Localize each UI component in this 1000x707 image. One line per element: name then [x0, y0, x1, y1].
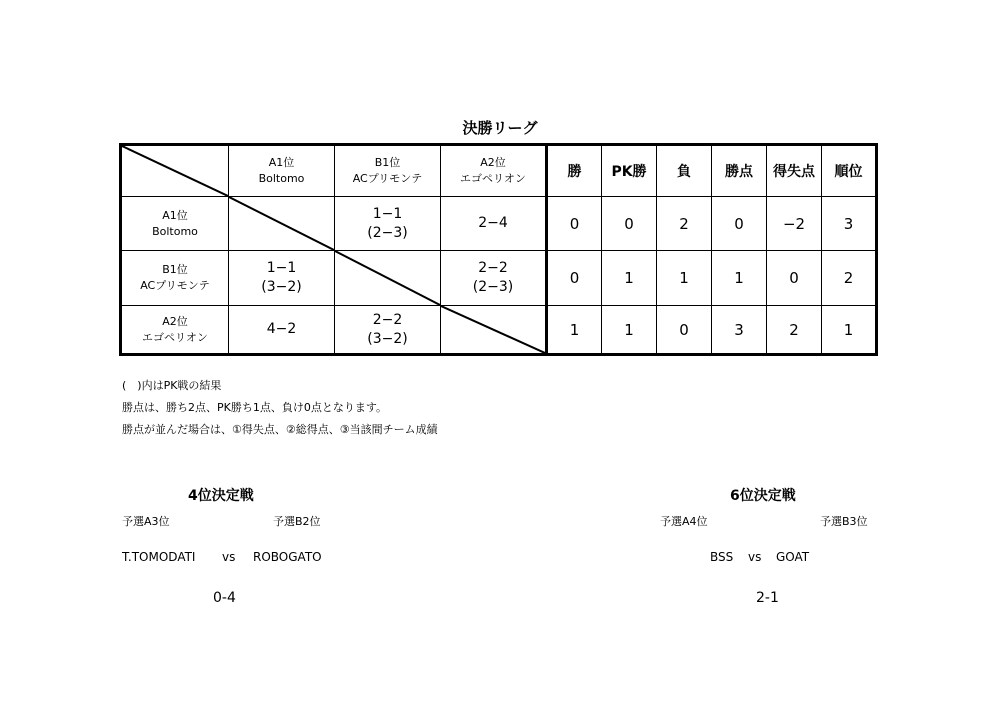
sixth-place-title: 6位決定戦 [730, 488, 796, 504]
stat-cell: 2 [657, 197, 712, 251]
score-cell: 2−4 [441, 197, 547, 251]
diagonal-cell [335, 251, 441, 306]
stat-cell: 2 [767, 306, 822, 355]
note-line: 勝点は、勝ち2点、PK勝ち1点、負け0点となります。 [122, 401, 387, 414]
note-line: 勝点が並んだ場合は、①得失点、②総得点、③当該間チーム成績 [122, 423, 438, 436]
stat-cell: 0 [657, 306, 712, 355]
fourth-left-seed: 予選A3位 [122, 515, 170, 528]
table-row [121, 306, 877, 355]
col-header-team: B1位 ACプリモンテ [335, 145, 441, 197]
fourth-team-right: ROBOGATO [253, 550, 322, 564]
sixth-right-seed: 予選B3位 [820, 515, 868, 528]
stat-header-wins: 勝 [547, 145, 602, 197]
diagonal-cell [441, 306, 547, 355]
stat-header-goal-diff: 得失点 [767, 145, 822, 197]
stat-cell: 0 [712, 197, 767, 251]
header-row [121, 145, 877, 197]
score-cell: 4−2 [229, 306, 335, 355]
sixth-score: 2-1 [756, 590, 779, 606]
note-line: ( )内はPK戦の結果 [122, 379, 222, 392]
diagonal-cell [229, 197, 335, 251]
stat-cell: 0 [602, 197, 657, 251]
league-table [119, 143, 878, 356]
stat-cell: 1 [712, 251, 767, 306]
stat-cell: 1 [547, 306, 602, 355]
stat-cell: −2 [767, 197, 822, 251]
score-cell: 2−2 (3−2) [335, 306, 441, 355]
stat-cell: 0 [547, 251, 602, 306]
stat-cell: 3 [712, 306, 767, 355]
stat-header-losses: 負 [657, 145, 712, 197]
row-header-team: B1位 ACプリモンテ [121, 251, 229, 306]
row-header-team: A1位 Boltomo [121, 197, 229, 251]
sixth-team-right: GOAT [776, 550, 810, 564]
page-title: 決勝リーグ [462, 119, 538, 137]
fourth-team-left: T.TOMODATI [122, 550, 196, 564]
table-row [121, 251, 877, 306]
score-cell: 1−1 (2−3) [335, 197, 441, 251]
stat-cell: 0 [547, 197, 602, 251]
table-row [121, 197, 877, 251]
score-cell: 2−2 (2−3) [441, 251, 547, 306]
fourth-place-title: 4位決定戦 [188, 488, 254, 504]
fourth-vs: vs [222, 550, 236, 564]
stat-cell: 1 [602, 251, 657, 306]
row-header-team: A2位 エゴペリオン [121, 306, 229, 355]
fourth-score: 0-4 [213, 590, 236, 606]
stat-header-pk-wins: PK勝 [602, 145, 657, 197]
col-header-team: A1位 Boltomo [229, 145, 335, 197]
stat-cell: 2 [822, 251, 877, 306]
stat-cell: 1 [822, 306, 877, 355]
stat-cell: 1 [602, 306, 657, 355]
stat-header-rank: 順位 [822, 145, 877, 197]
stat-cell: 0 [767, 251, 822, 306]
sixth-left-seed: 予選A4位 [660, 515, 708, 528]
fourth-right-seed: 予選B2位 [273, 515, 321, 528]
score-cell: 1−1 (3−2) [229, 251, 335, 306]
sixth-team-left: BSS [710, 550, 734, 564]
sixth-vs: vs [748, 550, 762, 564]
stat-header-points: 勝点 [712, 145, 767, 197]
notes [122, 375, 438, 441]
stat-cell: 1 [657, 251, 712, 306]
corner-cell [121, 145, 229, 197]
stat-cell: 3 [822, 197, 877, 251]
col-header-team: A2位 エゴペリオン [441, 145, 547, 197]
